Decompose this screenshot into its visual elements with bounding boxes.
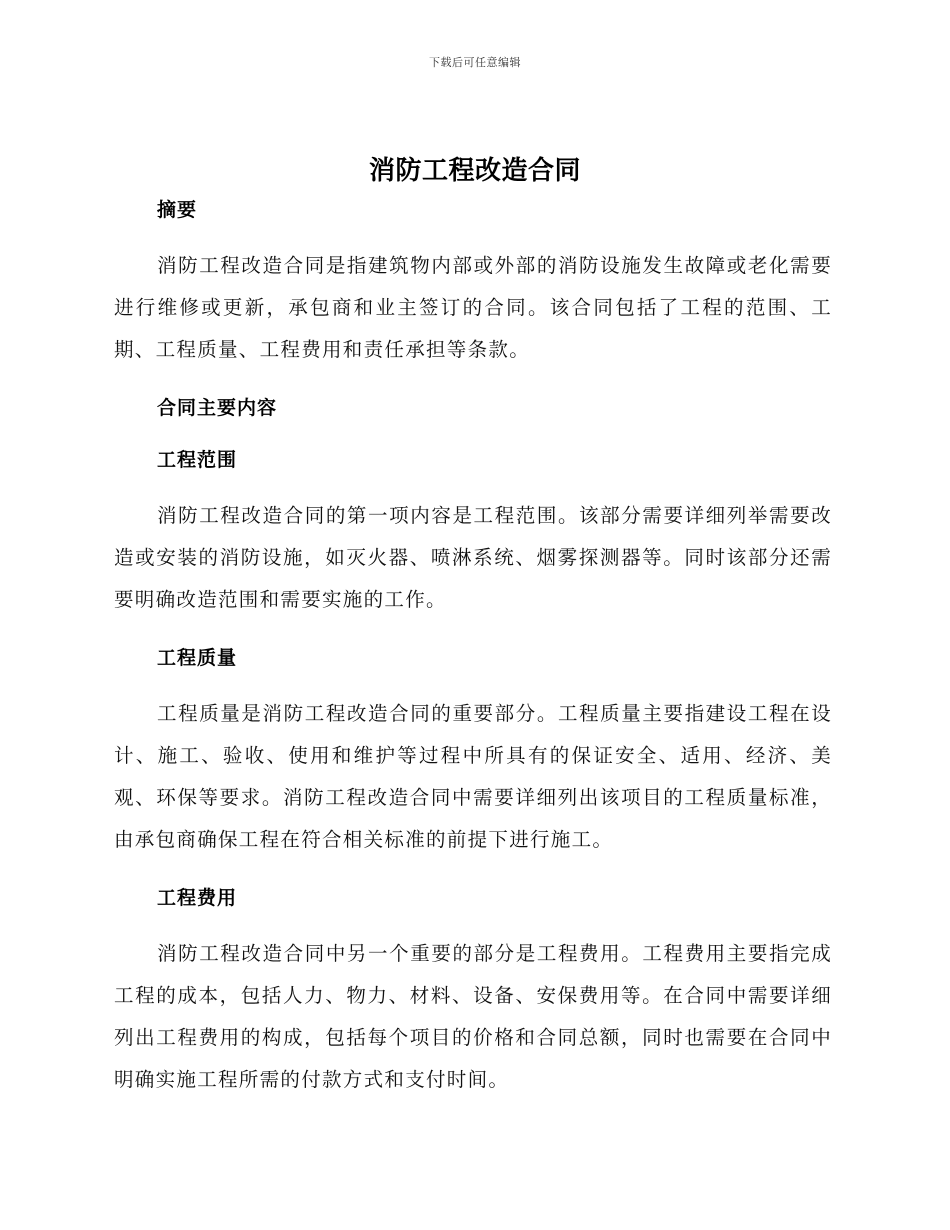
scope-heading: 工程范围: [157, 449, 238, 471]
main-content-heading: 合同主要内容: [157, 397, 278, 419]
abstract-heading: 摘要: [157, 199, 198, 221]
header-note: 下载后可任意编辑: [429, 56, 521, 69]
abstract-paragraph: 消防工程改造合同是指建筑物内部或外部的消防设施发生故障或老化需要进行维修或更新，承包商和业主签订的合同。该合同包括了工程的范围、工期、工程质量、工程费用和责任承担等条款。: [114, 254, 832, 361]
document-body: [114, 195, 832, 1101]
quality-paragraph: 工程质量是消防工程改造合同的重要部分。工程质量主要指建设工程在设计、施工、验收、使用和维护等过程中所具有的保证安全、适用、经济、美观、环保等要求。消防工程改造合同中需要详细列出该项目的工程质量标准，由承包商确保工程在符合相关标准的前提下进行施工。: [114, 702, 832, 851]
cost-heading: 工程费用: [157, 887, 238, 909]
quality-heading: 工程质量: [157, 647, 238, 669]
scope-paragraph: 消防工程改造合同的第一项内容是工程范围。该部分需要详细列举需要改造或安装的消防设施，如灭火器、喷淋系统、烟雾探测器等。同时该部分还需要明确改造范围和需要实施的工作。: [114, 504, 832, 611]
document-title: 消防工程改造合同: [368, 156, 581, 186]
cost-paragraph: 消防工程改造合同中另一个重要的部分是工程费用。工程费用主要指完成工程的成本，包括人力、物力、材料、设备、安保费用等。在合同中需要详细列出工程费用的构成，包括每个项目的价格和合同总额，同时也需要在合同中明确实施工程所需的付款方式和支付时间。: [114, 942, 832, 1091]
